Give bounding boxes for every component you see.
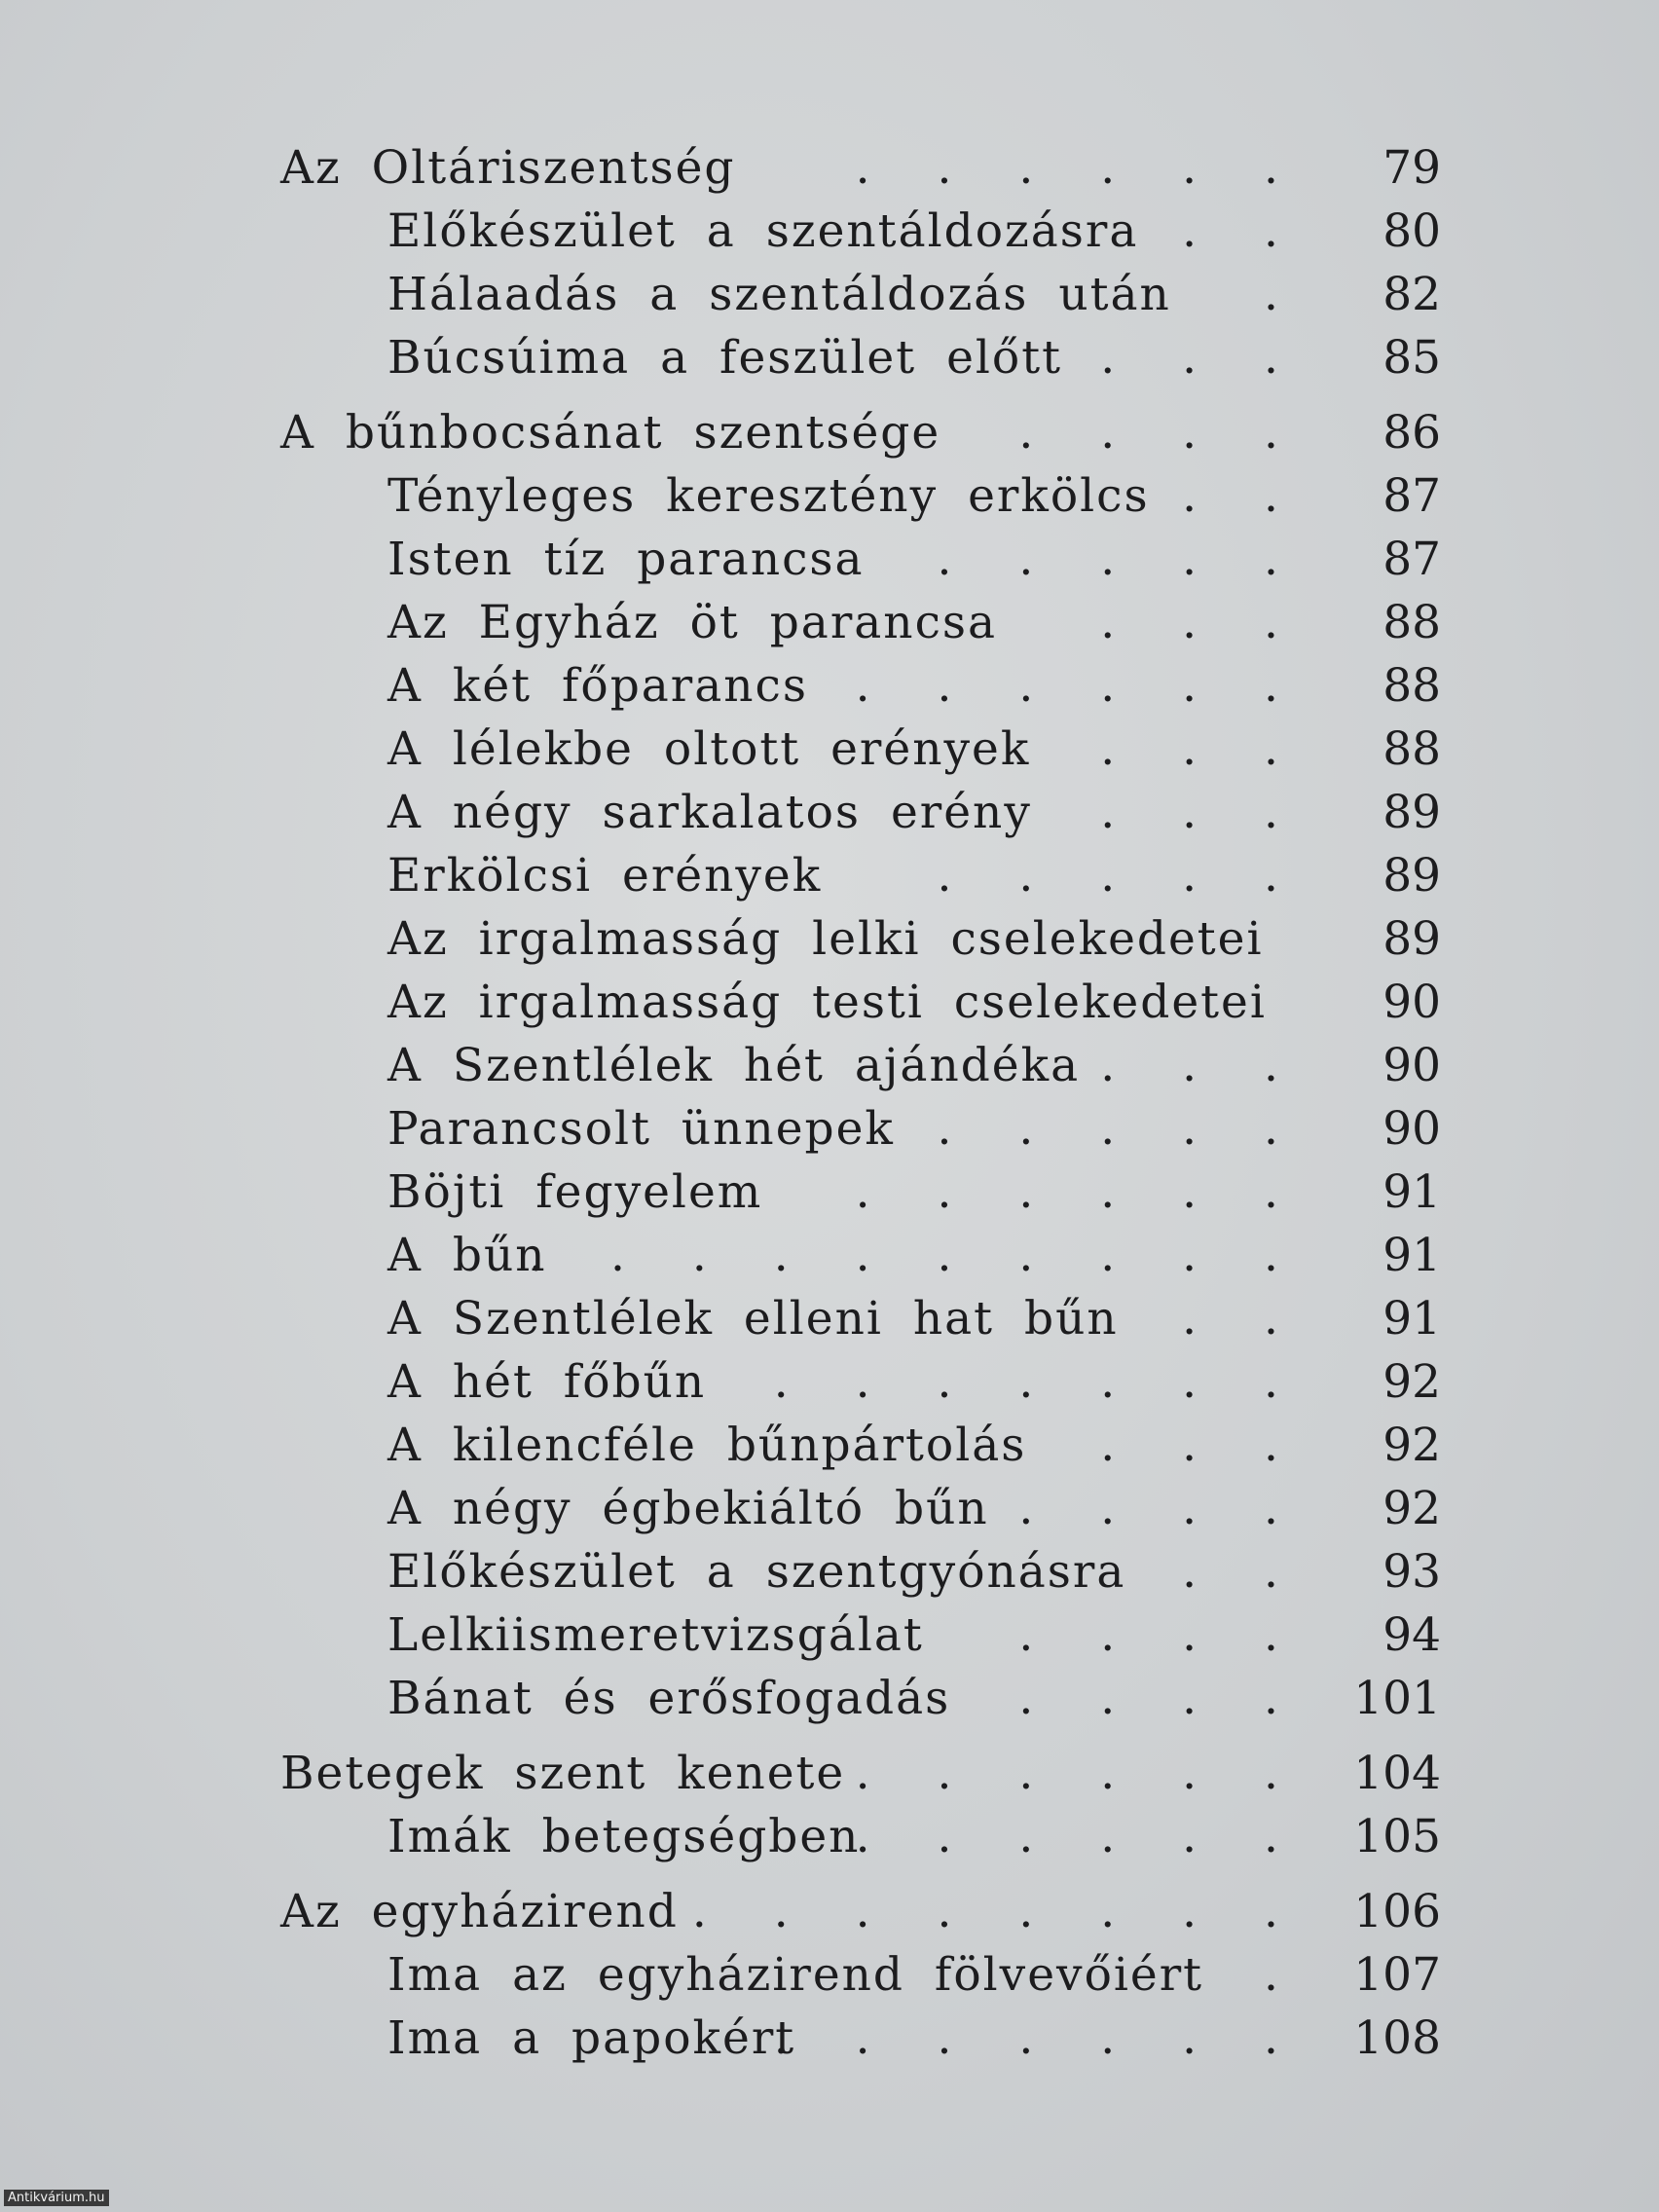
table-of-contents [280,136,1449,2082]
toc-section [280,136,1449,389]
toc-section-entry [280,136,1449,200]
page-number: 80 [1382,204,1441,258]
toc-subentry [280,1224,1449,1287]
dot-leader: . . . [1100,596,1298,649]
dot-leader: . . . [1100,786,1298,839]
entry-title: A hét főbűn [387,1355,707,1409]
page-number: 90 [1382,1102,1441,1156]
dot-leader: . . . [1100,722,1298,776]
page-number: 86 [1382,406,1441,460]
page-number: 91 [1382,1292,1441,1346]
toc-subentry [280,1667,1449,1730]
page-number: 104 [1353,1747,1441,1800]
toc-subentry [280,326,1449,389]
entry-title: A Szentlélek hét ajándéka [387,1039,1081,1092]
entry-title: Hálaadás a szentáldozás után [387,268,1171,321]
entry-title: A lélekbe oltott erények [387,722,1031,776]
toc-section [280,1880,1449,2070]
entry-title: A két főparancs [387,659,809,713]
page-number: 93 [1382,1545,1441,1599]
entry-title: Böjti fegyelem [387,1165,763,1219]
entry-title: Imák betegségben [387,1810,861,1863]
toc-section-entry [280,1880,1449,1943]
dot-leader: . . . . . [937,1102,1298,1156]
toc-subentry [280,1604,1449,1667]
page-number: 107 [1353,1948,1441,2002]
dot-leader: . . . . [1018,406,1298,460]
entry-title: Isten tíz parancsa [387,533,865,586]
page-number: 88 [1382,659,1441,713]
dot-leader: . . . . [1018,1608,1298,1662]
dot-leader: . . [1182,1545,1298,1599]
entry-title: Az irgalmasság testi cselekedetei [387,976,1267,1029]
page-number: 85 [1382,331,1441,385]
toc-subentry [280,1540,1449,1604]
page-number: 91 [1382,1229,1441,1282]
toc-subentry [280,1805,1449,1868]
dot-leader: . . . . . . [855,1747,1298,1800]
entry-title: Lelkiismeretvizsgálat [387,1608,924,1662]
toc-section-entry [280,401,1449,464]
entry-title: Az Oltáriszentség [280,141,736,195]
entry-title: A négy sarkalatos erény [387,786,1032,839]
toc-subentry [280,907,1449,971]
dot-leader: . . [1182,469,1298,523]
entry-title: A Szentlélek elleni hat bűn [387,1292,1119,1346]
entry-title: Ima a papokért [387,2011,796,2065]
entry-title: Bánat és erősfogadás [387,1672,951,1725]
toc-subentry [280,1097,1449,1161]
entry-title: Erkölcsi erények [387,849,823,903]
dot-leader: . . [1182,204,1298,258]
entry-title: Parancsolt ünnepek [387,1102,895,1156]
page-number: 92 [1382,1355,1441,1409]
page-number: 108 [1353,2011,1441,2065]
entry-title: Az Egyház öt parancsa [387,596,998,649]
toc-subentry [280,1287,1449,1350]
toc-subentry [280,1350,1449,1414]
dot-leader: . . . [1100,1419,1298,1472]
dot-leader: . . . . . . [855,1165,1298,1219]
toc-subentry [280,718,1449,781]
entry-title: A kilencféle bűnpártolás [387,1419,1027,1472]
page-number: 91 [1382,1165,1441,1219]
entry-title: Előkészület a szentáldozásra [387,204,1139,258]
page-number: 88 [1382,722,1441,776]
dot-leader: . . . [1100,1039,1298,1092]
toc-section [280,1742,1449,1868]
page-number: 90 [1382,1039,1441,1092]
entry-title: A négy égbekiáltó bűn [387,1482,989,1535]
dot-leader: . . . . . [937,533,1298,586]
page-number: 82 [1382,268,1441,321]
entry-title: Előkészület a szentgyónásra [387,1545,1126,1599]
toc-subentry [280,1477,1449,1540]
entry-title: Ima az egyházirend fölvevőiért [387,1948,1204,2002]
toc-subentry [280,844,1449,907]
page-number: 88 [1382,596,1441,649]
dot-leader: . . . . . . [855,1810,1298,1863]
toc-subentry [280,1034,1449,1097]
toc-subentry [280,654,1449,718]
toc-subentry [280,1161,1449,1224]
dot-leader: . . . . . [937,849,1298,903]
dot-leader: . . . . . . . [773,1355,1298,1409]
page-number: 105 [1353,1810,1441,1863]
toc-subentry [280,781,1449,844]
page-number: 79 [1382,141,1441,195]
toc-subentry [280,2007,1449,2070]
dot-leader: . . . . . . . . . . [529,1229,1298,1282]
page-number: 87 [1382,469,1441,523]
page-number: 92 [1382,1419,1441,1472]
toc-subentry [280,1414,1449,1477]
page-number: 89 [1382,786,1441,839]
page-number: 89 [1382,912,1441,966]
toc-subentry [280,464,1449,528]
page-number: 92 [1382,1482,1441,1535]
entry-title: Búcsúima a feszület előtt [387,331,1062,385]
dot-leader: . . . [1100,331,1298,385]
page-number: 87 [1382,533,1441,586]
dot-leader: . . . . . . . . [691,1885,1298,1938]
page-number: 101 [1353,1672,1441,1725]
toc-section-entry [280,1742,1449,1805]
toc-section [280,401,1449,1730]
dot-leader: . . . . [1018,1672,1298,1725]
entry-title: A bűn [387,1229,547,1282]
dot-leader: . . . . [1018,1482,1298,1535]
entry-title: Betegek szent kenete [280,1747,846,1800]
dot-leader: . [1264,268,1298,321]
watermark: Antikvárium.hu [4,2190,109,2206]
dot-leader: . [1264,1948,1298,2002]
entry-title: A bűnbocsánat szentsége [280,406,941,460]
dot-leader: . . . . . . [855,659,1298,713]
entry-title: Az egyházirend [280,1885,679,1938]
dot-leader: . . . . . . [855,141,1298,195]
entry-title: Tényleges keresztény erkölcs [387,469,1150,523]
page-number: 106 [1353,1885,1441,1938]
toc-subentry [280,263,1449,326]
toc-subentry [280,528,1449,591]
page-number: 90 [1382,976,1441,1029]
toc-subentry [280,200,1449,263]
entry-title: Az irgalmasság lelki cselekedetei [387,912,1264,966]
toc-subentry [280,591,1449,654]
dot-leader: . . . . . . . [773,2011,1298,2065]
page-number: 89 [1382,849,1441,903]
dot-leader: . . [1182,1292,1298,1346]
toc-subentry [280,971,1449,1034]
toc-subentry [280,1943,1449,2007]
page-number: 94 [1382,1608,1441,1662]
